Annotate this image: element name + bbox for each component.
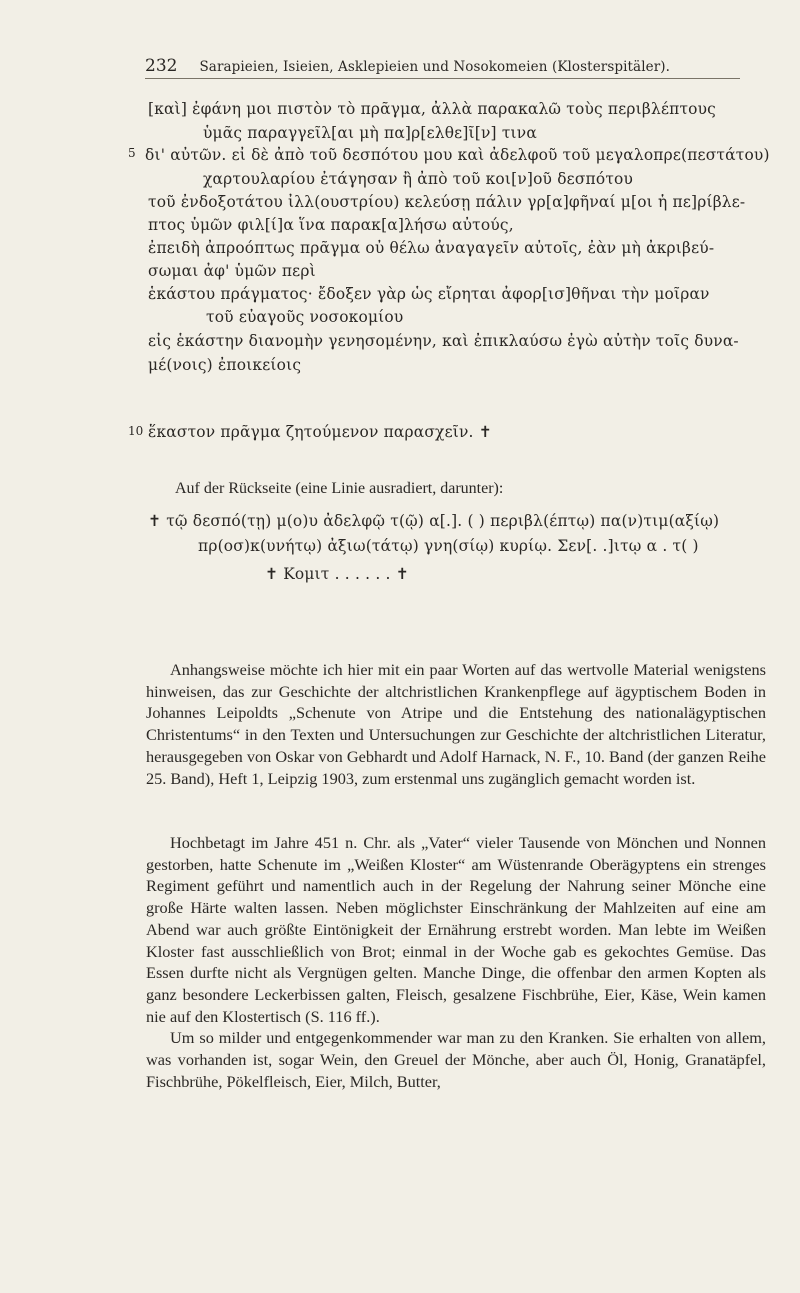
running-title: Sarapieien, Isieien, Asklepieien und Nosokomeien (Klosterspitäler). [199, 59, 671, 75]
page-number: 232 [145, 56, 178, 76]
page-header [145, 56, 740, 79]
paragraph: Hochbetagt im Jahre 451 n. Chr. als „Vater“ vieler Tausende von Mönchen und Nonnen gestorben, hatte Schenute im „Weißen Kloster“ am Wüstenrande Oberägyptens ein strenges Regiment geführt und namentlich auch in der Regelung der Nahrung seiner Mönche eine große Härte walten lassen. Neben möglichster Einschränkung der Mahlzeiten auf eine am Abend war auch größte Eintönigkeit der Ernährung erstrebt worden. Man lebte im Weißen Kloster fast ausschließlich von Brot; einmal in der Woche gab es gekochtes Gemüse. Das Essen durfte nicht als Vergnügen gelten. Manche Dinge, die offenbar den armen Kopten als ganz besondere Leckerbissen galten, Fleisch, gesalzene Fischbrühe, Eier, Käse, Wein kamen nie auf den Klostertisch (S. 116 ff.). [146, 833, 766, 1026]
body-text-continued [146, 832, 766, 1092]
greek-line: χαρτουλαρίου ἐτάγησαν ἢ ἀπὸ τοῦ κοι[ν]οῦ δεσπότου [203, 170, 634, 188]
line-number: 5 [128, 146, 136, 160]
greek-line: τοῦ εὐαγοῦς νοσοκομίου [206, 308, 404, 326]
greek-line: [καὶ] ἐφάνη μοι πιστὸν τὸ πρᾶγμα, ἀλλὰ παρακαλῶ τοὺς περιβλέπτους [148, 100, 716, 118]
greek-line: σωμαι ἀφ' ὑμῶν περὶ [148, 262, 316, 280]
address-line: ✝ Κομιτ . . . . . . ✝ [265, 565, 409, 583]
greek-line: ἑκάστου πράγματος· ἔδοξεν γὰρ ὡς εἴρηται ἀφορ[ισ]θῆναι τὴν μοῖραν [148, 285, 710, 303]
address-line: πρ(οσ)κ(υνήτῳ) ἀξιω(τάτῳ) γνη(σίῳ) κυρίῳ. Σεν[. .]ιτῳ α . τ( ) [198, 537, 699, 555]
greek-line: ὑμᾶς παραγγεῖλ[αι μὴ πα]ρ[ελθε]ῖ[ν] τινα [203, 124, 537, 142]
paragraph: Um so milder und entgegenkommender war man zu den Kranken. Sie erhalten von allem, was vorhanden ist, sogar Wein, den Greuel der Mönche, aber auch Öl, Honig, Granatäpfel, Fischbrühe, Pökelfleisch, Eier, Milch, Butter, [146, 1028, 766, 1091]
verso-note: Auf der Rückseite (eine Linie ausradiert, darunter): [175, 480, 504, 497]
greek-line: δι' αὐτῶν. εἰ δὲ ἀπὸ τοῦ δεσπότου μου καὶ ἀδελφοῦ τοῦ μεγαλοπρε(πεστάτου) [145, 146, 770, 164]
greek-line: εἰς ἑκάστην διανομὴν γενησομένην, καὶ ἐπικλαύσω ἐγὼ αὐτὴν τοῖς δυνα- [148, 332, 739, 350]
greek-line: ἐπειδὴ ἀπροόπτως πρᾶγμα οὐ θέλω ἀναγαγεῖν αὐτοῖς, ἐὰν μὴ ἀκριβεύ- [148, 239, 715, 257]
greek-line: τοῦ ἐνδοξοτάτου ἰλλ(ουστρίου) κελεύσῃ πάλιν γρ[α]φῆναί μ[οι ἡ πε]ρίβλε- [148, 193, 746, 211]
greek-line: ἕκαστον πρᾶγμα ζητούμενον παρασχεῖν. ✝ [148, 423, 492, 441]
line-number: 10 [128, 424, 144, 438]
greek-line: μέ(νοις) ἐποικείοις [148, 356, 302, 374]
greek-line: πτος ὑμῶν φιλ[ί]α ἵνα παρακ[α]λήσω αὐτούς, [148, 216, 514, 234]
paragraph: Anhangsweise möchte ich hier mit ein paar Worten auf das wertvolle Material wenigstens hinweisen, das zur Geschichte der altchristlichen Krankenpflege auf ägyptischem Boden in Johannes Leipoldts „Schenute von Atripe und die Entstehung des nationalägyptischen Christentums“ in den Texten und Untersuchungen zur Geschichte der altchristlichen Literatur, herausgegeben von Oskar von Gebhardt und Adolf Harnack, N. F., 10. Band (der ganzen Reihe 25. Band), Heft 1, Leipzig 1903, zum erstenmal uns zugänglich gemacht worden ist. [146, 660, 766, 788]
address-line: ✝ τῷ δεσπό(τῃ) μ(ο)υ ἀδελφῷ τ(ῷ) α[.]. ( ) περιβλ(έπτῳ) πα(ν)τιμ(αξίῳ) [148, 512, 720, 530]
body-text [146, 659, 766, 789]
